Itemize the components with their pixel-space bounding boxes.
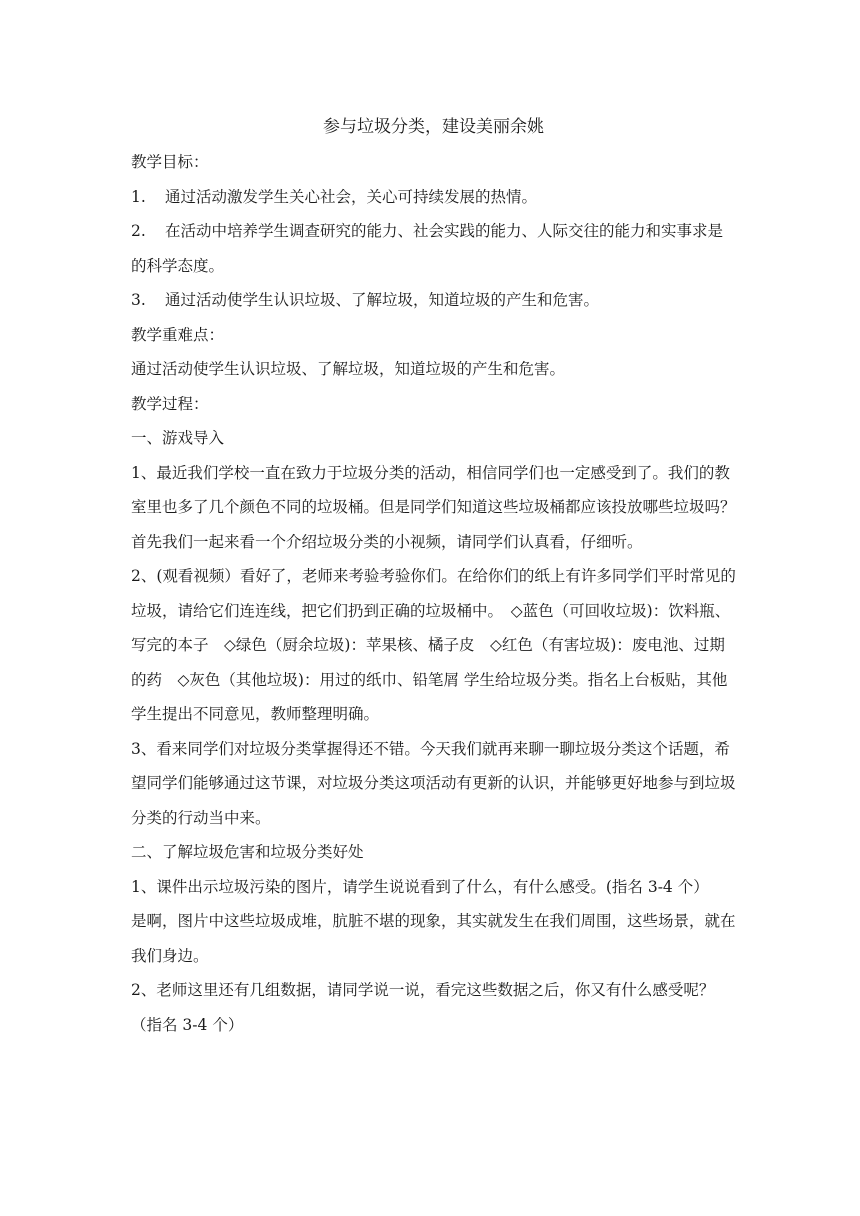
section-1-paragraph-1: 1、最近我们学校一直在致力于垃圾分类的活动，相信同学们也一定感受到了。我们的教室里也多了几个颜色不同的垃圾桶。但是同学们知道这些垃圾桶都应该投放哪些垃圾吗？ 首先我们一起来看一个介绍垃圾分类的小视频，请同学们认真看，仔细听。	[131, 463, 756, 551]
section-1-paragraph-2: 2、(观看视频）看好了，老师来考验考验你们。在给你们的纸上有许多同学们平时常见的垃圾，请给它们连连线，把它们扔到正确的垃圾桶中。 ◇蓝色（可回收垃圾)：饮料瓶、写完的本子 ◇绿色（厨余垃圾)：苹果核、橘子皮 ◇红色（有害垃圾)：废电池、过期的药 ◇灰色（其他垃圾)：用过的纸巾、铅笔屑 学生给垃圾分类。指名上台板贴，其他学生提出不同意见，教师整理明确。	[131, 567, 736, 723]
document-body	[131, 110, 756, 1042]
section-2-paragraph-3: 2、老师这里还有几组数据，请同学说一说，看完这些数据之后，你又有什么感受呢？（指名 3-4 个）	[131, 981, 715, 1034]
key-points-heading: 教学重难点：	[131, 325, 225, 344]
objective-item-2	[131, 214, 736, 283]
section-2-heading: 二、了解垃圾危害和垃圾分类好处	[131, 843, 364, 861]
objective-number: 3.	[131, 291, 146, 309]
objectives-heading: 教学目标：	[131, 153, 209, 171]
objective-text: 在活动中培养学生调查研究的能力、社会实践的能力、人际交往的能力和实事求是的科学态度。	[131, 222, 724, 275]
section-1-paragraph-3: 3、看来同学们对垃圾分类掌握得还不错。今天我们就再来聊一聊垃圾分类这个话题，希望同学们能够通过这节课，对垃圾分类这项活动有更新的认识，并能够更好地参与到垃圾分类的行动当中来。	[131, 739, 736, 827]
key-points-text: 通过活动使学生认识垃圾、了解垃圾，知道垃圾的产生和危害。	[131, 360, 566, 378]
objective-text: 通过活动使学生认识垃圾、了解垃圾，知道垃圾的产生和危害。	[165, 291, 600, 309]
objective-number: 2.	[131, 222, 146, 240]
section-1-heading: 一、游戏导入	[131, 429, 225, 447]
objective-text: 通过活动激发学生关心社会，关心可持续发展的热情。	[165, 187, 538, 206]
objective-item-1	[131, 180, 736, 215]
document-title: 参与垃圾分类，建设美丽余姚	[323, 117, 544, 137]
objective-item-3	[131, 283, 736, 318]
section-2-paragraph-1: 1、课件出示垃圾污染的图片，请学生说说看到了什么，有什么感受。(指名 3-4 个）	[131, 877, 709, 896]
process-heading: 教学过程：	[131, 394, 209, 413]
objective-number: 1.	[131, 187, 146, 206]
section-2-paragraph-2: 是啊，图片中这些垃圾成堆，肮脏不堪的现象，其实就发生在我们周围，这些场景，就在我们身边。	[131, 912, 736, 965]
